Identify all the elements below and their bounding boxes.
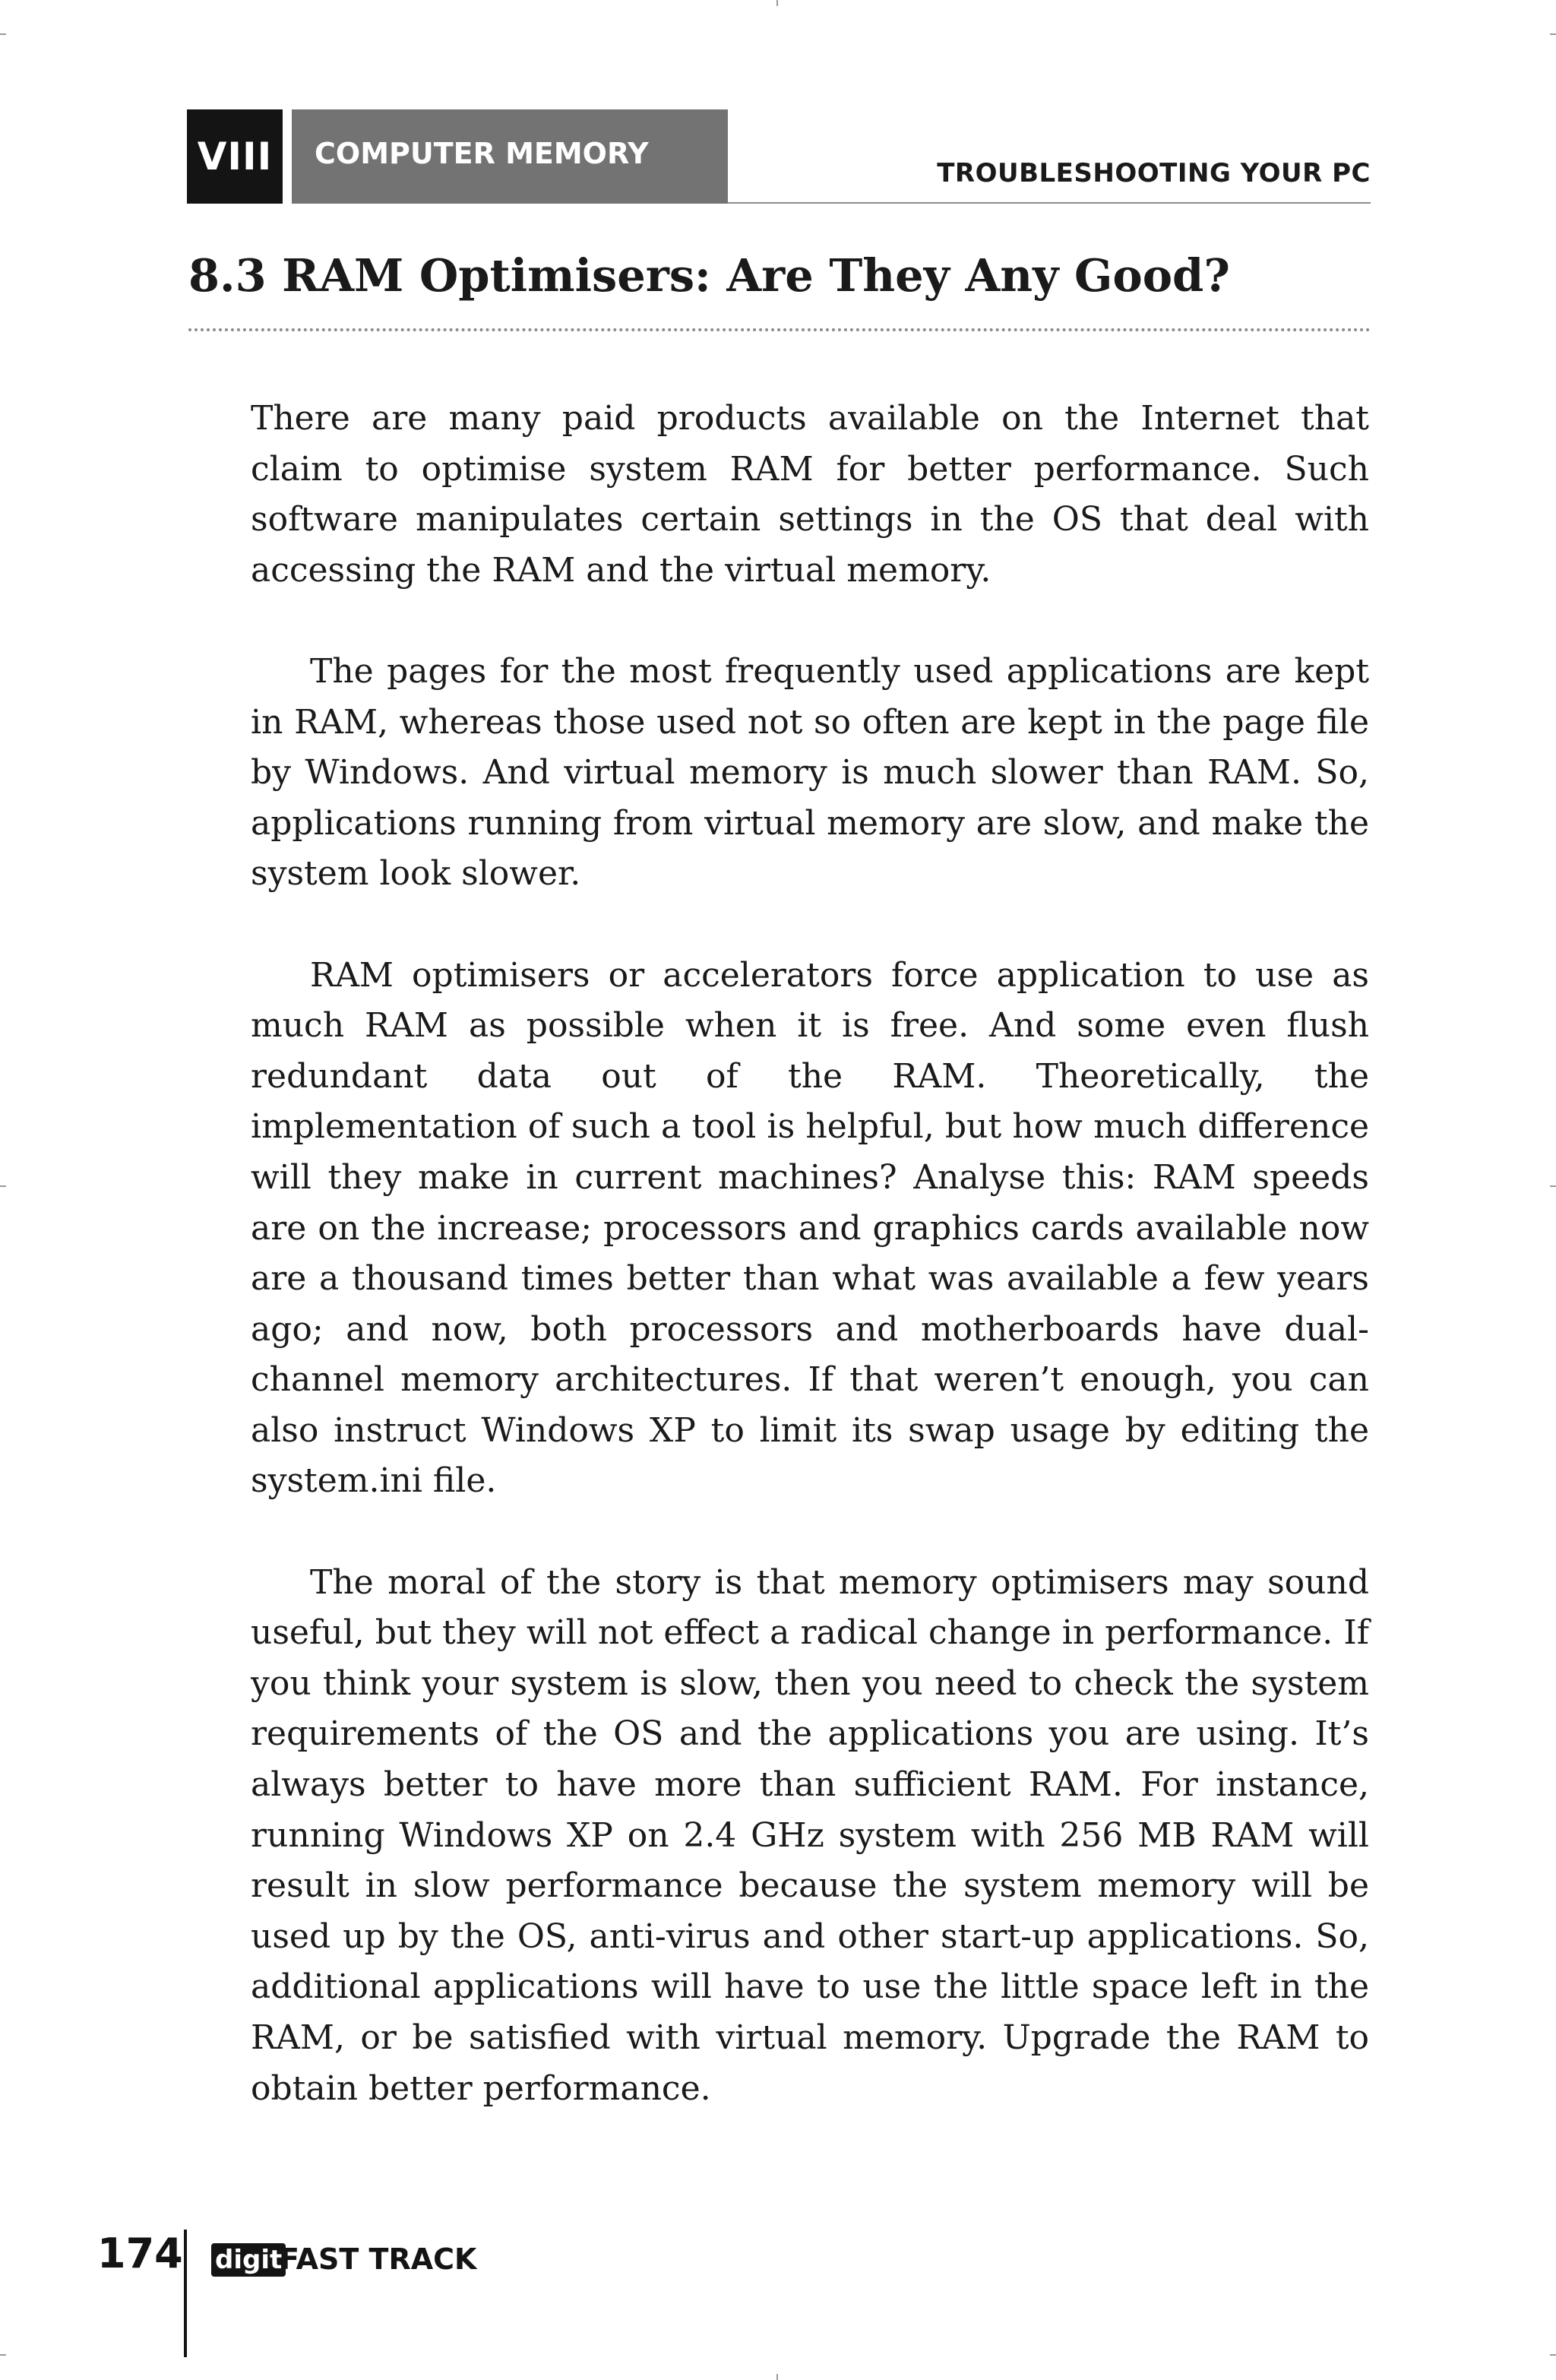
crop-mark [0, 33, 6, 35]
crop-mark [776, 0, 778, 6]
digit-logo: digit [211, 2243, 286, 2277]
page-number: 174 [97, 2230, 183, 2277]
crop-mark [0, 2354, 6, 2356]
crop-mark [1550, 33, 1556, 35]
running-head-book-title: TROUBLESHOOTING YOUR PC [937, 158, 1371, 188]
section-divider [188, 328, 1371, 331]
brand-name: FAST TRACK [280, 2242, 477, 2276]
crop-mark [0, 1185, 6, 1187]
article-body [251, 394, 1369, 2165]
chapter-title: COMPUTER MEMORY [292, 109, 728, 204]
section-title: 8.3 RAM Optimisers: Are They Any Good? [188, 249, 1230, 302]
paragraph: The pages for the most frequently used applications are kept in RAM, whereas those used not so often are kept in the page file by Windows. And virtual memory is much slower than RAM. So, applications running from virtual memory are slow, and make the system look slower. [251, 651, 1369, 894]
paragraph: There are many paid products available on the Internet that claim to optimise system RAM for better performance. Such software manipulates certain settings in the OS that deal with accessing the RAM and the virtual memory. [251, 399, 1369, 590]
header-rule [728, 202, 1371, 204]
crop-mark [1550, 2354, 1556, 2356]
paragraph: RAM optimisers or accelerators force application to use as much RAM as possible when it is free. And some even flush redundant data out of the RAM. Theoretically, the implementation of such a tool is helpful, but how much difference will they make in current machines? Analyse this: RAM speeds are on the increase; processors and graphics cards available now are a thousand times better than what was available a few years ago; and now, both processors and motherboards have dual-channel memory architectures. If that weren’t enough, you can also instruct Windows XP to limit its swap usage by editing the system.ini file. [251, 955, 1369, 1501]
footer-rule [184, 2230, 187, 2357]
paragraph: The moral of the story is that memory optimisers may sound useful, but they will not effect a radical change in performance. If you think your system is slow, then you need to check the system requirements of the OS and the applications you are using. It’s always better to have more than sufficient RAM. For instance, running Windows XP on 2.4 GHz system with 256 MB RAM will result in slow performance because the system memory will be used up by the OS, anti-virus and other start-up applications. So, additional applications will have to use the little space left in the RAM, or be satisfied with virtual memory. Upgrade the RAM to obtain better performance. [251, 1562, 1369, 2108]
crop-mark [1550, 1185, 1556, 1187]
crop-mark [776, 2374, 778, 2380]
chapter-number-badge: VIII [187, 109, 283, 204]
